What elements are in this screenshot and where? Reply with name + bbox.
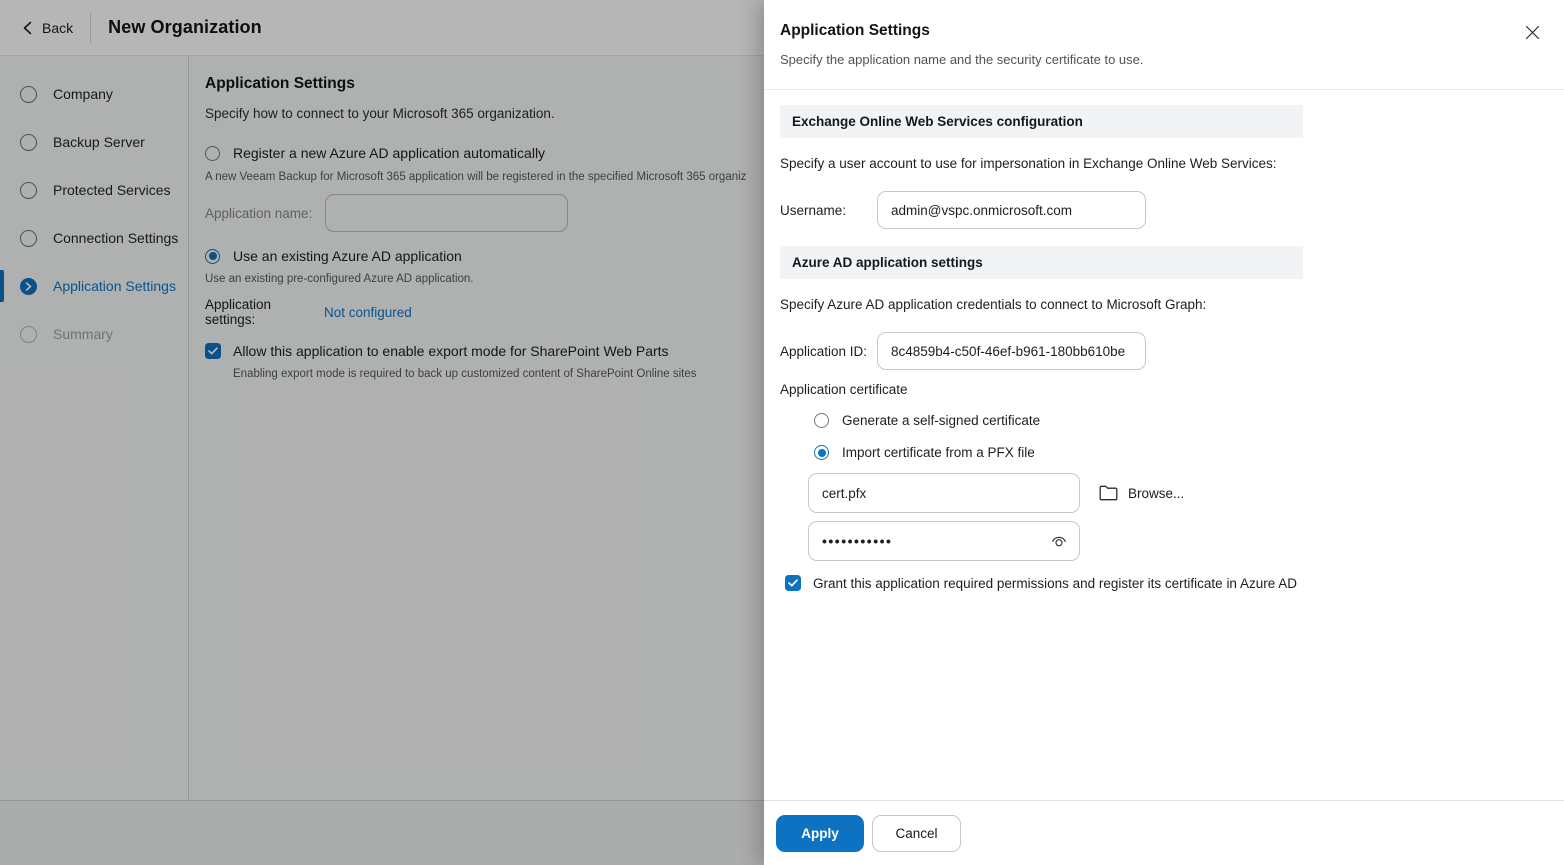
sidebar-item-label: Backup Server — [53, 134, 145, 150]
application-name-label: Application name: — [205, 205, 313, 221]
ews-description: Specify a user account to use for impersonation in Exchange Online Web Services: — [780, 156, 1277, 171]
application-id-field-row — [780, 332, 1548, 370]
sidebar-item-label: Company — [53, 86, 113, 102]
username-input[interactable] — [877, 191, 1146, 229]
panel-header — [764, 0, 1564, 90]
pfx-file-row — [808, 473, 1548, 513]
close-icon — [1525, 25, 1540, 40]
sidebar-item-label: Connection Settings — [53, 230, 179, 246]
browse-label: Browse... — [1128, 485, 1185, 501]
folder-icon — [1099, 485, 1118, 501]
radio-label: Generate a self-signed certificate — [842, 413, 1041, 428]
generate-certificate-radio[interactable] — [814, 413, 1548, 428]
panel-subtitle: Specify the application name and the security certificate to use. — [780, 52, 1144, 67]
show-password-button[interactable] — [1049, 531, 1069, 551]
eye-icon — [1050, 533, 1068, 549]
application-settings-label: Application settings: — [205, 297, 272, 327]
certificate-password-input[interactable] — [808, 521, 1080, 561]
panel-footer — [764, 800, 1564, 865]
radio-icon — [814, 413, 829, 428]
sidebar-item-label: Application Settings — [53, 278, 176, 294]
sidebar-item-label: Summary — [53, 326, 113, 342]
cancel-button[interactable]: Cancel — [872, 815, 961, 852]
sidebar-item-label: Protected Services — [53, 182, 171, 198]
import-certificate-radio[interactable] — [814, 445, 1548, 460]
section-header-label: Azure AD application settings — [792, 255, 983, 270]
pfx-file-input[interactable] — [808, 473, 1080, 513]
section-header-label: Exchange Online Web Services configuration — [792, 114, 1083, 129]
back-label: Back — [42, 19, 74, 36]
radio-icon — [814, 445, 829, 460]
radio-label: Use an existing Azure AD application — [233, 248, 462, 264]
radio-label: Register a new Azure AD application automatically — [233, 145, 546, 161]
username-field-row — [780, 191, 1548, 229]
ews-section-header — [780, 105, 1303, 138]
panel-body — [764, 105, 1564, 591]
not-configured-link[interactable]: Not configured — [324, 304, 412, 320]
existing-helper-text: Use an existing pre-configured Azure AD application. — [205, 273, 474, 285]
application-settings-panel — [764, 0, 1564, 865]
step-subtitle: Specify how to connect to your Microsoft 365 organization. — [205, 106, 555, 121]
checkmark-icon — [788, 579, 798, 587]
export-mode-helper-text: Enabling export mode is required to back up customized content of SharePoint Online sites — [233, 368, 697, 380]
apply-button[interactable]: Apply — [776, 815, 864, 852]
certificate-password-field — [808, 521, 1080, 561]
panel-title: Application Settings — [780, 22, 930, 39]
checkbox-label: Allow this application to enable export mode for SharePoint Web Parts — [233, 343, 669, 359]
grant-permissions-checkbox[interactable] — [785, 575, 1548, 591]
username-label: Username: — [780, 202, 847, 218]
checkbox-icon — [785, 575, 801, 591]
application-id-input[interactable] — [877, 332, 1146, 370]
application-certificate-label: Application certificate — [780, 382, 908, 397]
page-title: New Organization — [108, 17, 262, 37]
azure-description: Specify Azure AD application credentials to connect to Microsoft Graph: — [780, 297, 1207, 312]
application-id-label: Application ID: — [780, 343, 868, 359]
browse-button[interactable] — [1099, 485, 1184, 501]
register-helper-text: A new Veeam Backup for Microsoft 365 application will be registered in the specified Microsoft 365 organiz — [205, 171, 747, 183]
close-button[interactable] — [1522, 22, 1542, 42]
radio-label: Import certificate from a PFX file — [842, 445, 1035, 460]
step-heading: Application Settings — [205, 75, 355, 92]
checkbox-label: Grant this application required permissions and register its certificate in Azure AD — [813, 575, 1297, 591]
azure-section-header — [780, 246, 1303, 279]
